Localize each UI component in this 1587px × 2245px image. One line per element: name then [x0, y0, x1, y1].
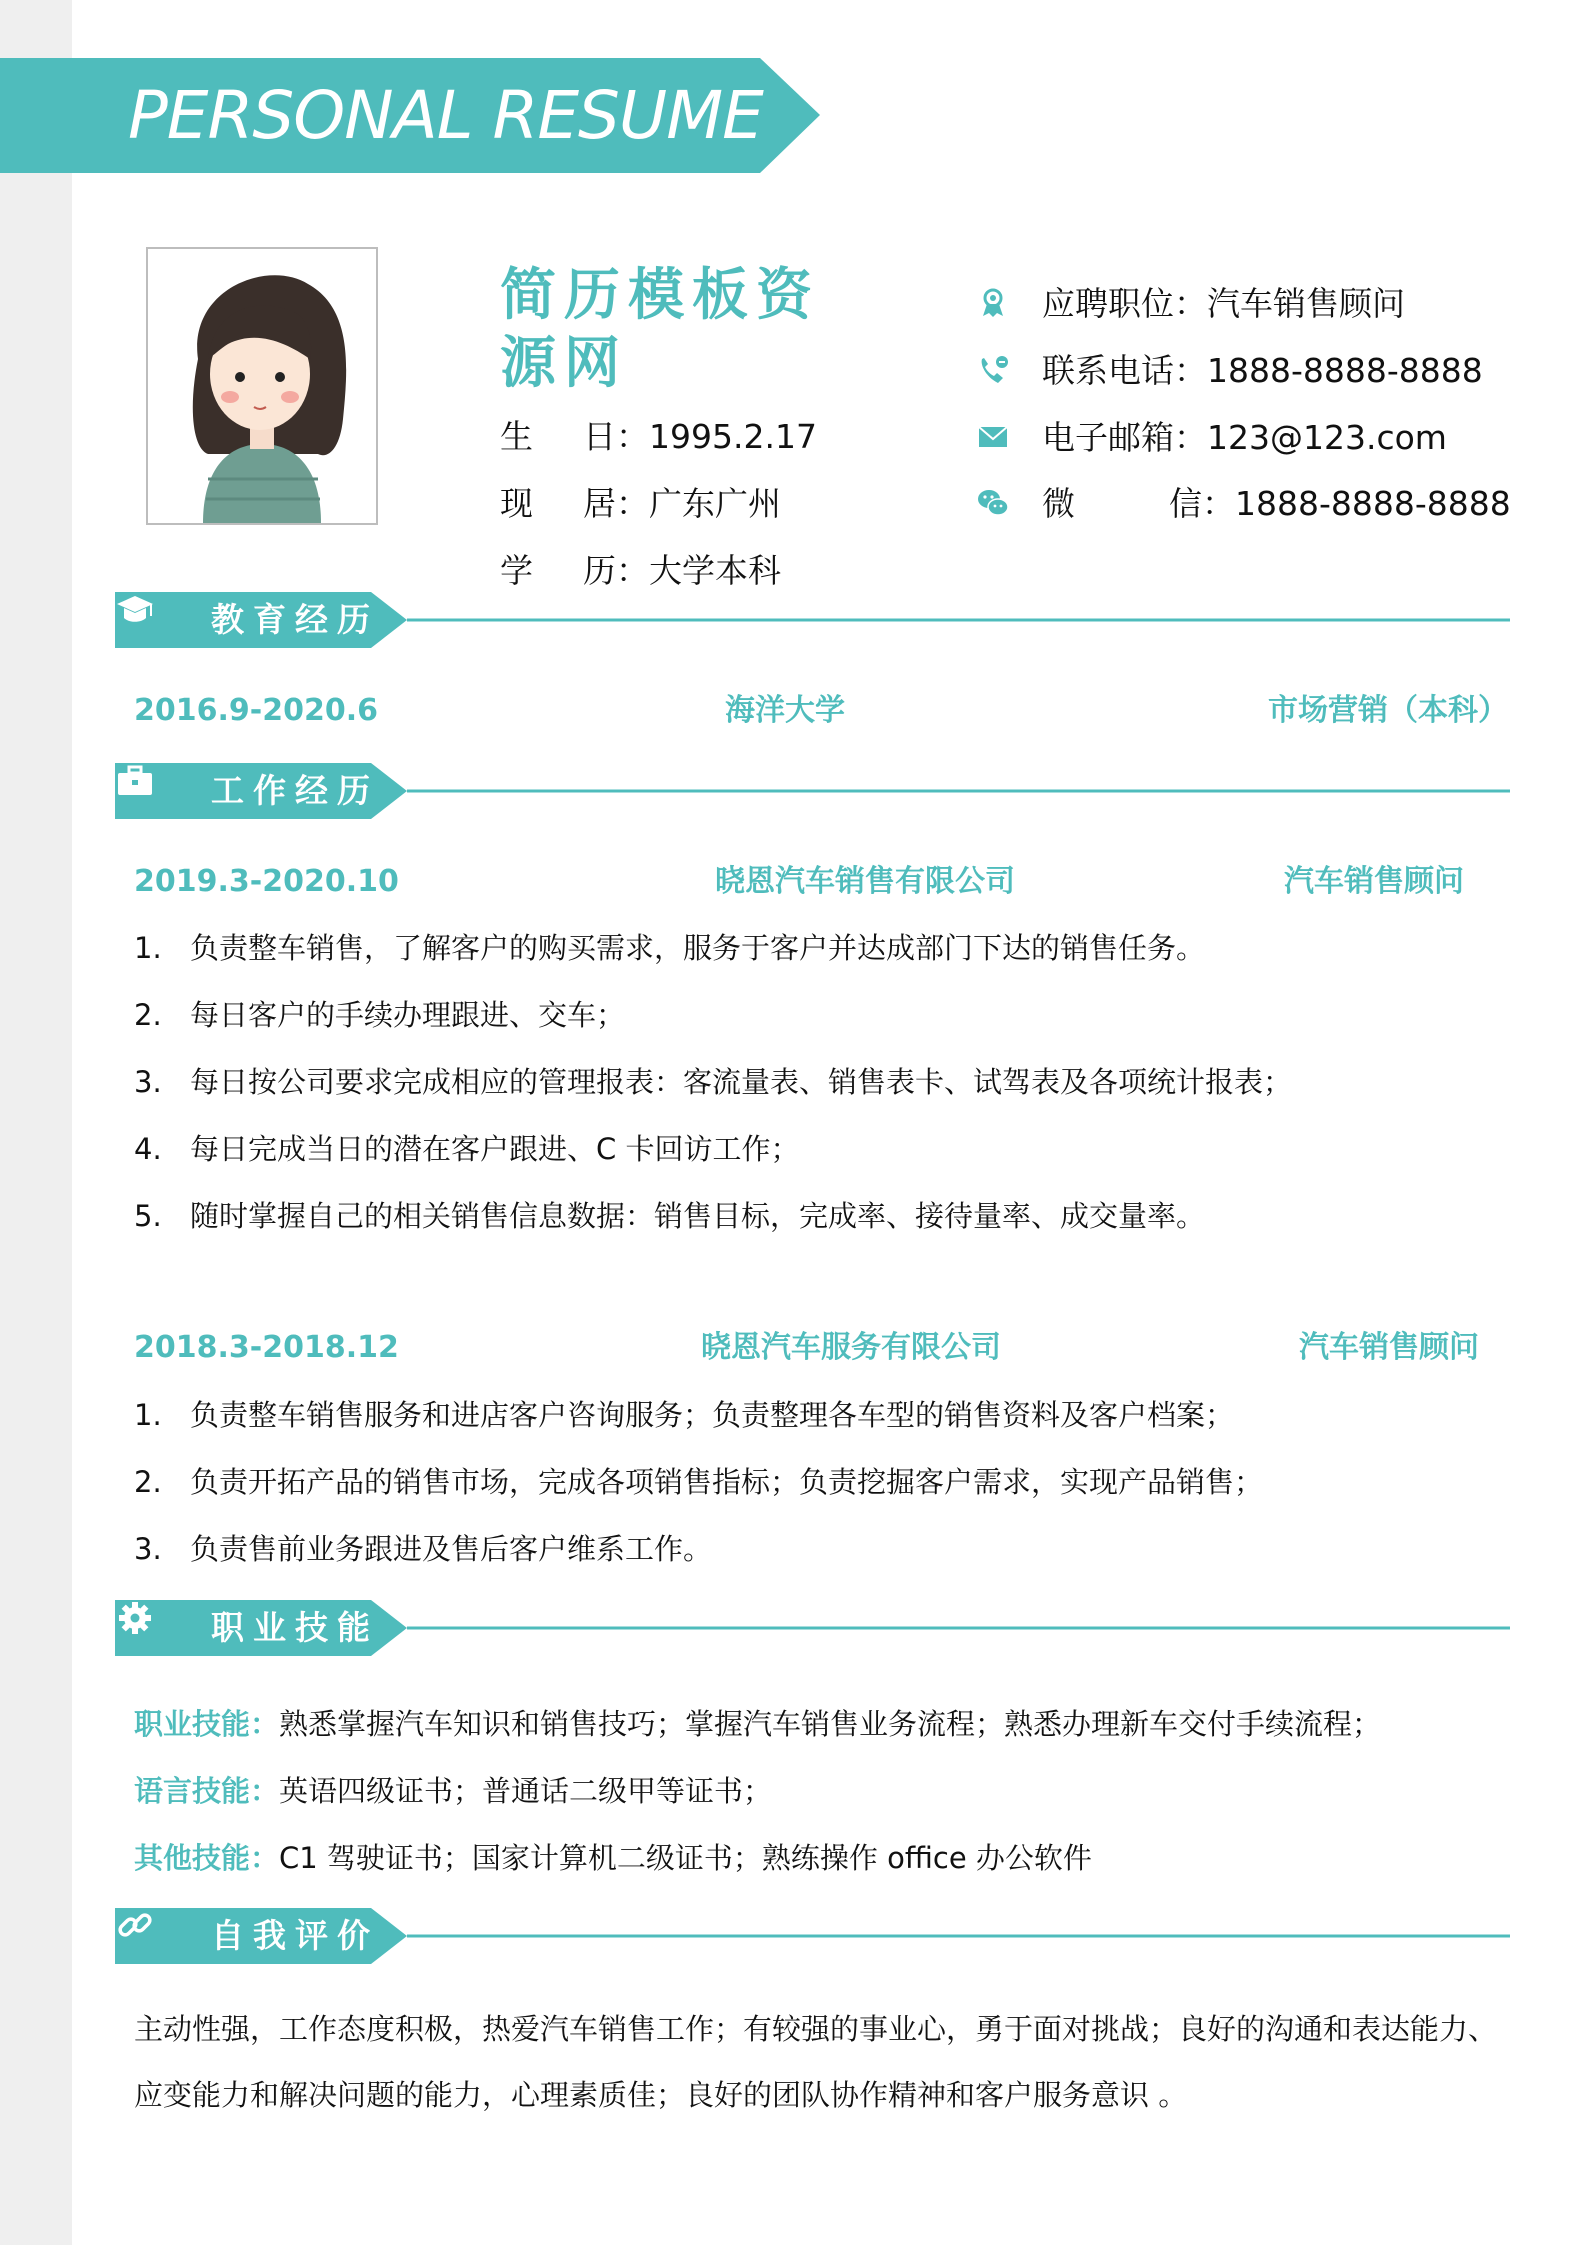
- link-icon: [115, 1908, 155, 1944]
- education-period: 2016.9-2020.6: [134, 693, 378, 728]
- duty-item: 1. 负责整车销售，了解客户的购买需求，服务于客户并达成部门下达的销售任务。: [134, 931, 1206, 965]
- mail-icon: [976, 420, 1010, 454]
- left-decor-strip: [0, 0, 72, 2245]
- briefcase-icon: [115, 763, 155, 799]
- position-label: 应聘职位: [1042, 284, 1174, 323]
- resume-title: PERSONAL RESUME: [128, 77, 763, 154]
- skill-item: 其他技能：C1 驾驶证书；国家计算机二级证书；熟练操作 office 办公软件: [134, 1841, 1092, 1875]
- education-row: 学历：大学本科: [500, 549, 781, 593]
- job-entry: [134, 1326, 1494, 1370]
- skills-section-title: 职业技能: [211, 1608, 379, 1647]
- email-label: 电子邮箱: [1042, 418, 1174, 457]
- job-entry: [134, 860, 1494, 904]
- position-value: 汽车销售顾问: [1207, 284, 1405, 323]
- position-row: 应聘职位：汽车销售顾问: [1042, 284, 1405, 323]
- duty-item: 2. 负责开拓产品的销售市场，完成各项销售指标；负责挖掘客户需求，实现产品销售；: [134, 1465, 1264, 1499]
- graduation-cap-icon: [115, 592, 155, 628]
- duty-item: 2. 每日客户的手续办理跟进、交车；: [134, 998, 626, 1032]
- skills-section-header: [115, 1600, 1510, 1656]
- job-company: 晓恩汽车销售有限公司: [715, 864, 1015, 899]
- duty-item: 3. 每日按公司要求完成相应的管理报表：客流量表、销售表卡、试驾表及各项统计报表；: [134, 1065, 1293, 1099]
- self-eval-line: 主动性强，工作态度积极，热爱汽车销售工作；有较强的事业心，勇于面对挑战；良好的沟通和表达能力、: [134, 2012, 1498, 2046]
- education-entry: [134, 689, 1508, 733]
- skill-item: 职业技能：熟悉掌握汽车知识和销售技巧；掌握汽车销售业务流程；熟悉办理新车交付手续流程；: [134, 1707, 1382, 1741]
- duty-item: 5. 随时掌握自己的相关销售信息数据：销售目标，完成率、接待量率、成交量率。: [134, 1199, 1206, 1233]
- education-section-title: 教育经历: [211, 600, 379, 639]
- job-period: 2018.3-2018.12: [134, 1330, 399, 1365]
- duty-item: 3. 负责售前业务跟进及售后客户维系工作。: [134, 1532, 713, 1566]
- avatar: [148, 249, 376, 523]
- email-row: 电子邮箱：123@123.com: [1042, 418, 1447, 457]
- residence-row: 现居：广东广州: [500, 482, 781, 526]
- duty-item: 4. 每日完成当日的潜在客户跟进、C 卡回访工作；: [134, 1132, 800, 1166]
- email-value: 123@123.com: [1207, 418, 1447, 457]
- phone-label: 联系电话: [1042, 351, 1174, 390]
- job-company: 晓恩汽车服务有限公司: [701, 1330, 1001, 1365]
- award-icon: [976, 286, 1010, 320]
- residence-label: 现居: [500, 484, 616, 523]
- phone-row: 联系电话：1888-8888-8888: [1042, 351, 1483, 390]
- self-eval-line: 应变能力和解决问题的能力，心理素质佳；良好的团队协作精神和客户服务意识 。: [134, 2078, 1188, 2112]
- birthday-row: 生日：1995.2.17: [500, 415, 817, 459]
- job-role: 汽车销售顾问: [1284, 864, 1464, 899]
- skill-item: 语言技能：英语四级证书；普通话二级甲等证书；: [134, 1774, 773, 1808]
- job-role: 汽车销售顾问: [1299, 1330, 1479, 1365]
- phone-value: 1888-8888-8888: [1207, 351, 1483, 390]
- residence-value: 广东广州: [649, 484, 781, 523]
- education-school: 海洋大学: [725, 693, 845, 728]
- education-major: 市场营销（本科）: [1268, 693, 1508, 728]
- work-section-title: 工作经历: [211, 771, 379, 810]
- self-eval-section-header: [115, 1908, 1510, 1964]
- gear-icon: [115, 1600, 155, 1636]
- wechat-value: 1888-8888-8888: [1235, 484, 1511, 523]
- birthday-value: 1995.2.17: [649, 417, 817, 456]
- self-eval-section-title: 自我评价: [211, 1916, 379, 1955]
- education-value: 大学本科: [649, 551, 781, 590]
- education-label: 学历: [500, 551, 616, 590]
- duty-item: 1. 负责整车销售服务和进店客户咨询服务；负责整理各车型的销售资料及客户档案；: [134, 1398, 1235, 1432]
- wechat-label: 微信: [1042, 484, 1202, 523]
- education-section-header: [115, 592, 1510, 648]
- job-period: 2019.3-2020.10: [134, 864, 399, 899]
- wechat-icon: [976, 486, 1010, 520]
- work-section-header: [115, 763, 1510, 819]
- candidate-name: 简历模板资源网: [500, 263, 820, 396]
- phone-icon: [976, 353, 1010, 387]
- birthday-label: 生日: [500, 417, 616, 456]
- profile-photo: [146, 247, 378, 525]
- self-eval-text: [134, 1996, 1514, 2128]
- wechat-row: 微信：1888-8888-8888: [1042, 482, 1511, 526]
